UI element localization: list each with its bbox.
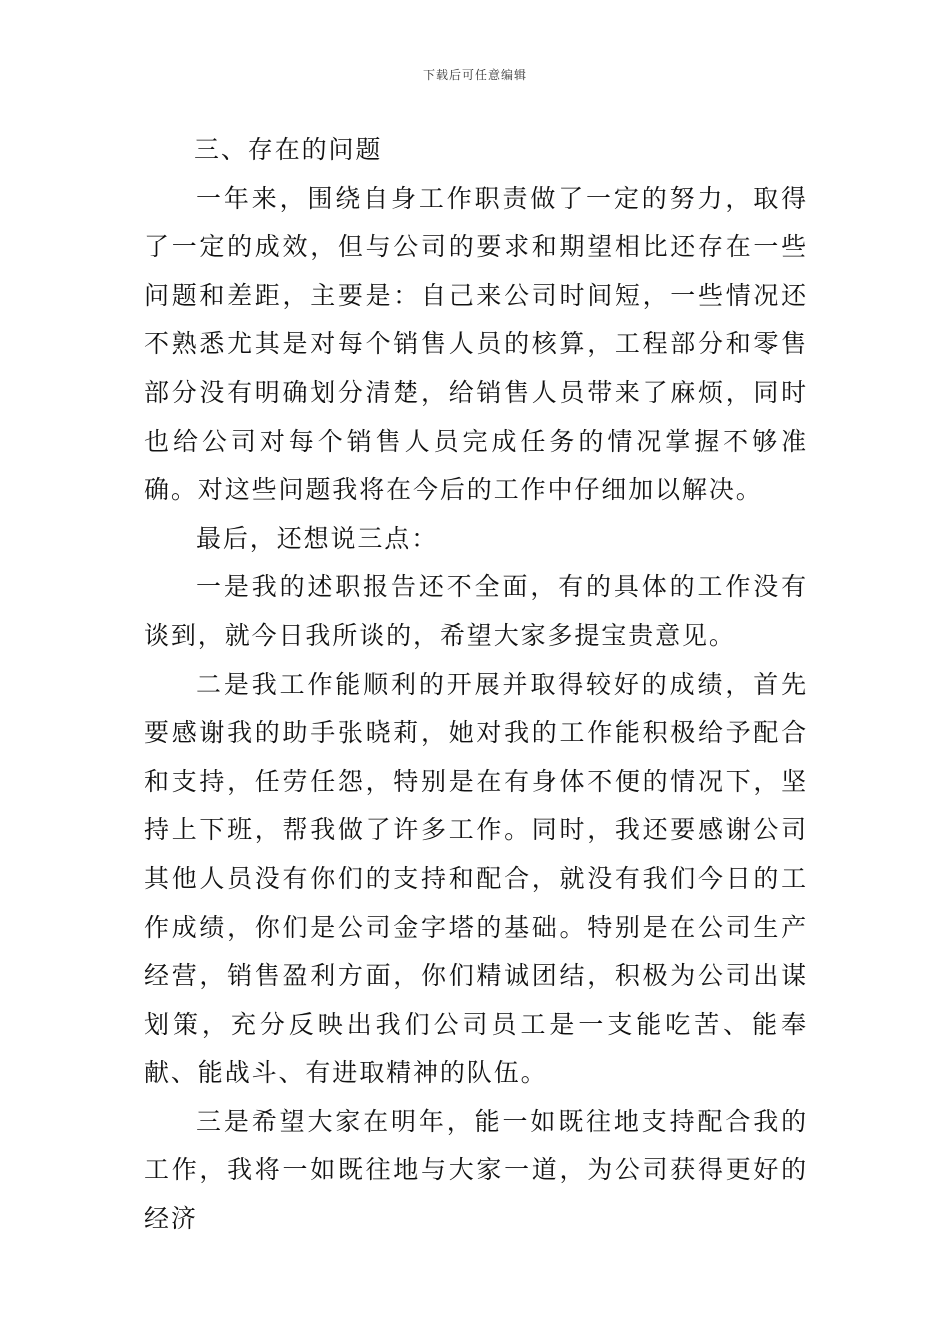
paragraph-closing-intro: 最后，还想说三点： <box>196 523 439 553</box>
document-body <box>144 126 808 1244</box>
paragraph-problems: 一年来，围绕自身工作职责做了一定的努力，取得了一定的成效，但与公司的要求和期望相比还存在一些问题和差距，主要是：自己来公司时间短，一些情况还不熟悉尤其是对每个销售人员的核算，工程部分和零售部分没有明确划分清楚，给销售人员带来了麻烦，同时也给公司对每个销售人员完成任务的情况掌握不够准确。对这些问题我将在今后的工作中仔细加以解决。 <box>144 183 808 505</box>
section-heading: 三、存在的问题 <box>194 135 383 164</box>
paragraph-point-two: 二是我工作能顺利的开展并取得较好的成绩，首先要感谢我的助手张晓莉，她对我的工作能积极给予配合和支持，任劳任怨，特别是在有身体不便的情况下，坚持上下班，帮我做了许多工作。同时，我还要感谢公司其他人员没有你们的支持和配合，就没有我们今日的工作成绩，你们是公司金字塔的基础。特别是在公司生产经营，销售盈利方面，你们精诚团结，积极为公司出谋划策，充分反映出我们公司员工是一支能吃苦、能奉献、能战斗、有进取精神的队伍。 <box>144 669 808 1088</box>
paragraph-point-three: 三是希望大家在明年，能一如既往地支持配合我的工作，我将一如既往地与大家一道，为公司获得更好的经济 <box>144 1106 808 1234</box>
header-note: 下载后可任意编辑 <box>422 68 527 82</box>
paragraph-point-one: 一是我的述职报告还不全面，有的具体的工作没有谈到，就今日我所谈的，希望大家多提宝贵意见。 <box>144 572 808 650</box>
